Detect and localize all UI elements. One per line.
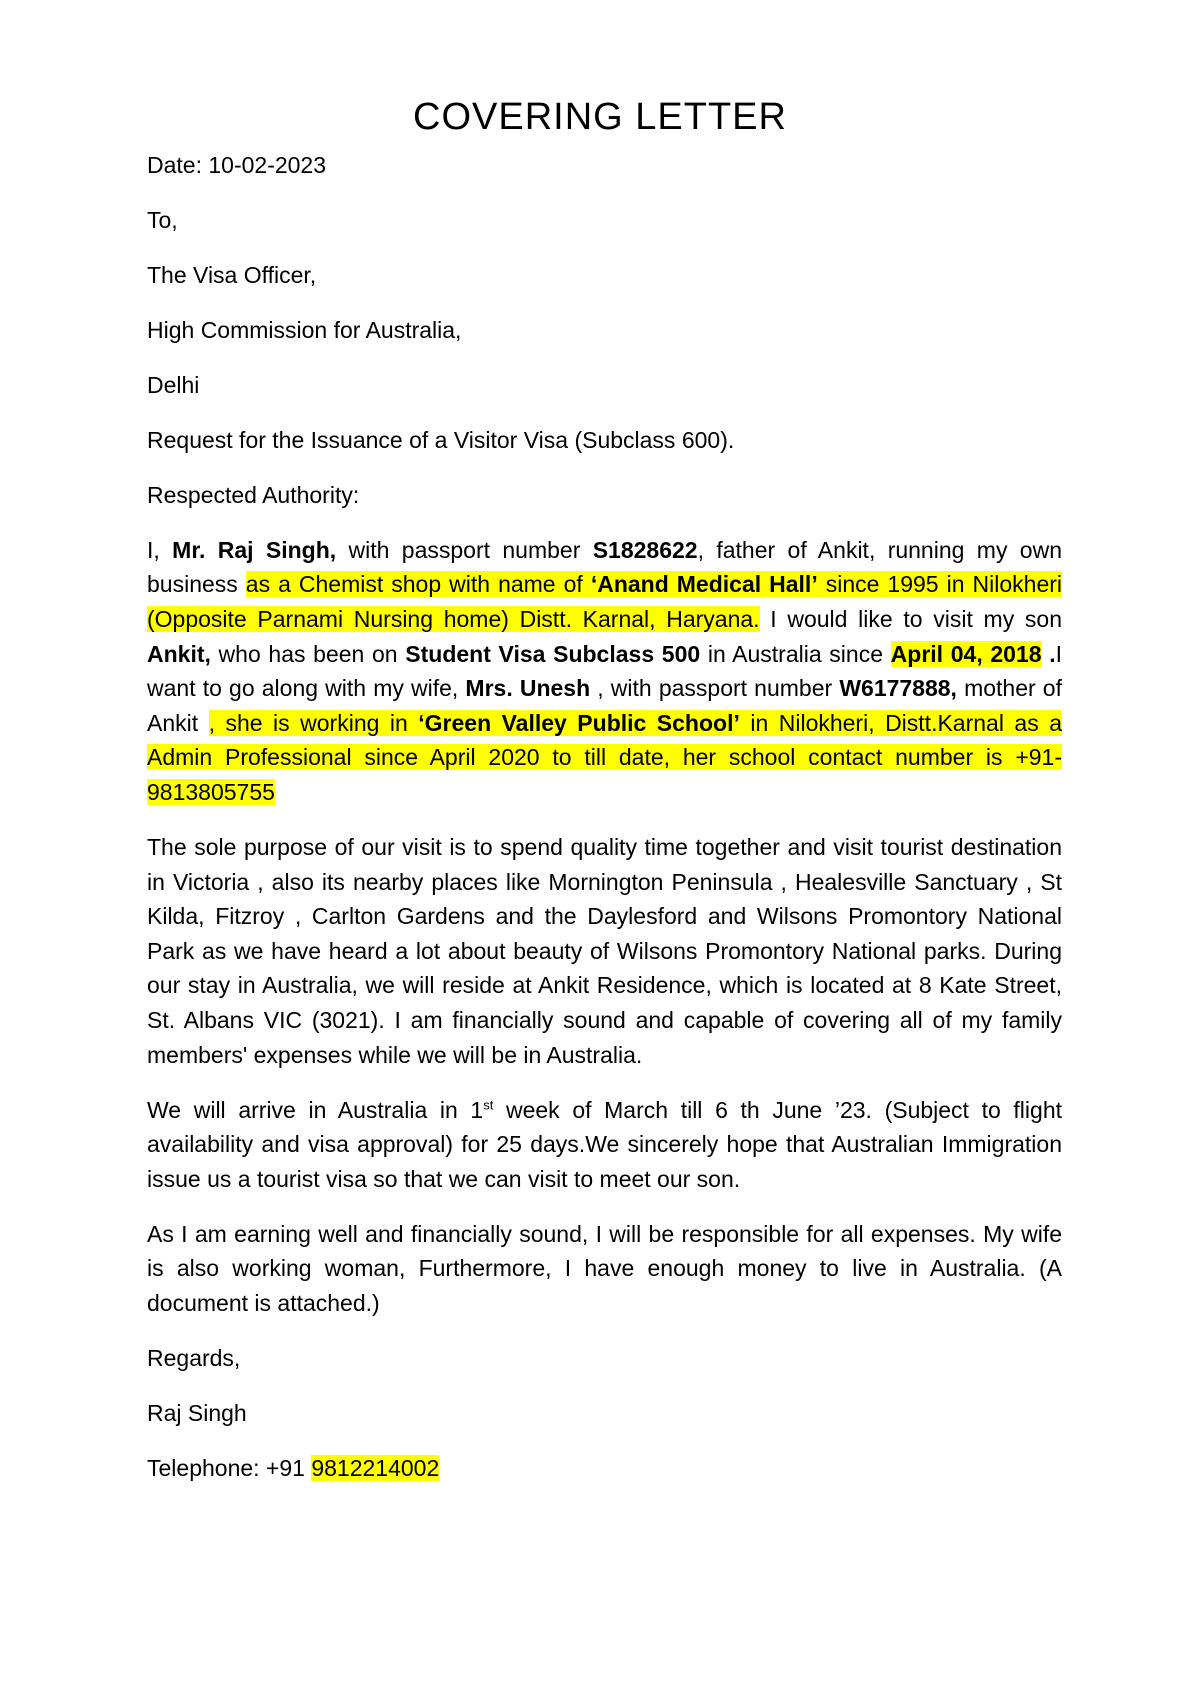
closing: Regards,	[147, 1344, 241, 1371]
highlight-run: as a Chemist shop with name of	[245, 571, 591, 598]
text-run: , with passport number	[590, 675, 840, 702]
wife-name: Mrs. Unesh	[465, 675, 591, 702]
subject-line: Request for the Issuance of a Visitor Visa (Subclass 600).	[147, 426, 735, 453]
shop-name: ‘Anand Medical Hall’	[590, 571, 818, 598]
salutation: Respected Authority:	[147, 481, 360, 508]
son-visa-type: Student Visa Subclass 500	[405, 640, 701, 667]
highlight-run: , she is working in	[208, 709, 419, 736]
telephone-line	[147, 1451, 1062, 1486]
text-run: .	[1041, 640, 1056, 667]
text-run: in Australia since	[700, 640, 891, 667]
son-name: Ankit,	[147, 640, 211, 667]
telephone-label: Telephone: +91	[147, 1454, 312, 1481]
text-run: I would like to visit my son	[759, 606, 1062, 633]
date-line: Date: 10-02-2023	[147, 152, 327, 178]
text-run: I want to go along with my wife,	[147, 640, 1062, 702]
address-officer: The Visa Officer,	[147, 261, 317, 288]
applicant-name: Mr. Raj Singh,	[172, 536, 337, 563]
text-run: who has been on	[210, 640, 406, 667]
text-run: with passport number	[336, 536, 593, 563]
paragraph-finances: As I am earning well and financially sound, I will be responsible for all expenses. My wife is also working woman, Furthermore, I have enough money to live in Australia. (A document is attached.)	[147, 1220, 1062, 1316]
telephone-number: 9812214002	[311, 1454, 440, 1481]
highlight-run: in Nilokheri, Distt.Karnal as a Admin Professional since April 2020 to till date, her school contact number is +91-9813805755	[147, 709, 1062, 806]
signature-name: Raj Singh	[147, 1399, 247, 1426]
address-office: High Commission for Australia,	[147, 316, 462, 343]
text-run: week of March till 6 th June ’23. (Subject to flight availability and visa approval) for 25 days.We sincerely hope that Australian Immigration issue us a tourist visa so that we can visit to meet our son.	[147, 1096, 1063, 1192]
school-name: ‘Green Valley Public School’	[418, 709, 740, 736]
address-city: Delhi	[147, 371, 200, 398]
son-arrival-date: April 04, 2018	[890, 640, 1042, 667]
letter-body	[147, 148, 1062, 1506]
ordinal-suffix: st	[483, 1096, 494, 1112]
address-to: To,	[147, 206, 178, 233]
paragraph-introduction	[147, 533, 1062, 810]
paragraph-purpose: The sole purpose of our visit is to spend quality time together and visit tourist destination in Victoria , also its nearby places like Mornington Peninsula , Healesville Sanctuary , St Kilda, Fitzroy , Carlton Gardens and the Daylesford and Wilsons Promontory National Park as we have heard a lot about beauty of Wilsons Promontory National parks. During our stay in Australia, we will reside at Ankit Residence, which is located at 8 Kate Street, St. Albans VIC (3021). I am financially sound and capable of covering all of my family members' expenses while we will be in Australia.	[147, 834, 1062, 1068]
paragraph-travel-dates	[147, 1093, 1062, 1197]
text-run: mother of Ankit	[147, 675, 1062, 736]
applicant-passport: S1828622	[592, 536, 698, 563]
letter-title: COVERING LETTER	[413, 96, 787, 138]
highlight-run: since 1995 in Nilokheri (Opposite Parnami Nursing home) Distt. Karnal, Haryana.	[147, 571, 1062, 633]
text-run: We will arrive in Australia in 1	[147, 1096, 484, 1123]
text-run: , father of Ankit, running my own business	[147, 536, 1062, 598]
wife-passport: W6177888,	[839, 675, 957, 702]
text-run: I,	[147, 536, 173, 563]
